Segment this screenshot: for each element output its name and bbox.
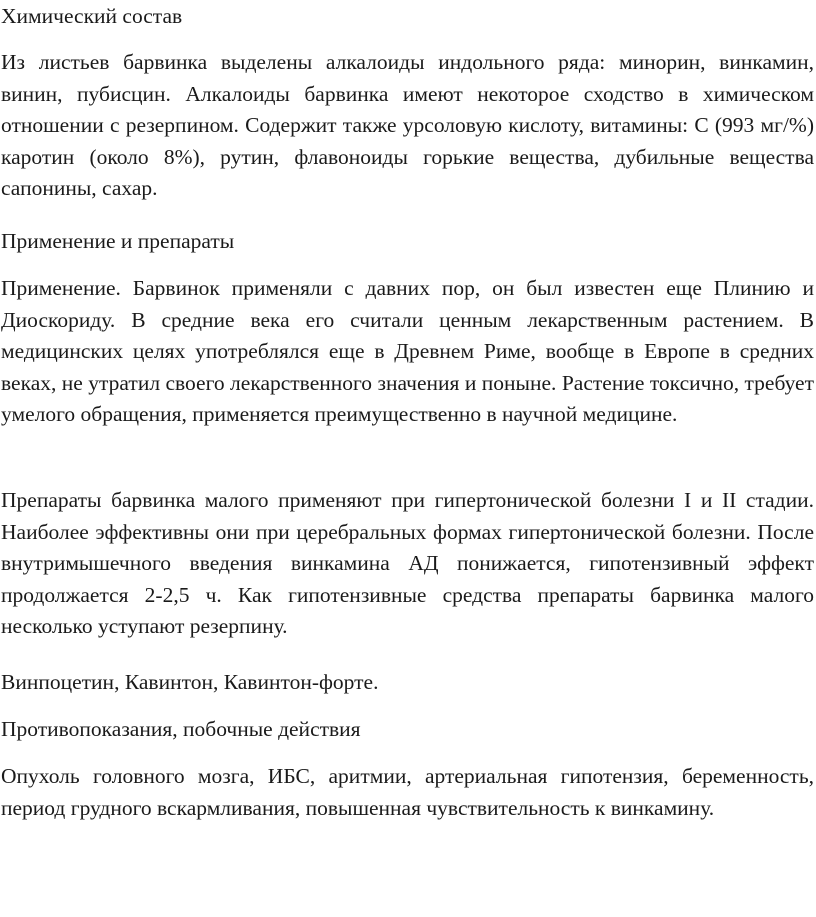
paragraph-contraindications: Опухоль головного мозга, ИБС, аритмии, артериальная гипотензия, беременность, период грудного вскармливания, повышенная чувствительность к винкамину. [1,764,814,820]
section-heading-chemical-composition: Химический состав [1,4,183,28]
paragraph-chemical-composition: Из листьев барвинка выделены алкалоиды индольного ряда: минорин, винкамин, винин, пубисцин. Алкалоиды барвинка имеют некоторое сходство в химическом отношении с резерпином. Содержит также урсоловую кислоту, витамины: С (993 мг/%) каротин (около 8%), рутин, флавоноиды горькие вещества, дубильные вещества сапонины, сахар. [1,50,814,200]
paragraph-preparations: Препараты барвинка малого применяют при гипертонической болезни I и II стадии. Наиболее эффективны они при церебральных формах гипертонической болезни. После внутримышечного введения винкамина АД понижается, гипотензивный эффект продолжается 2-2,5 ч. Как гипотензивные средства препараты барвинка малого несколько уступают резерпину. [1,488,814,638]
section-heading-application: Применение и препараты [1,229,235,253]
paragraph-application-history: Применение. Барвинок применяли с давних пор, он был известен еще Плинию и Диоскориду. В средние века его считали ценным лекарственным растением. В медицинских целях употреблялся еще в Древнем Риме, вообще в Европе в средних веках, не утратил своего лекарственного значения и поныне. Растение токсично, требует умелого обращения, применяется преимущественно в научной медицине. [1,276,814,426]
paragraph-drug-names: Винпоцетин, Кавинтон, Кавинтон-форте. [1,670,379,694]
section-heading-contraindications: Противопоказания, побочные действия [1,717,361,741]
